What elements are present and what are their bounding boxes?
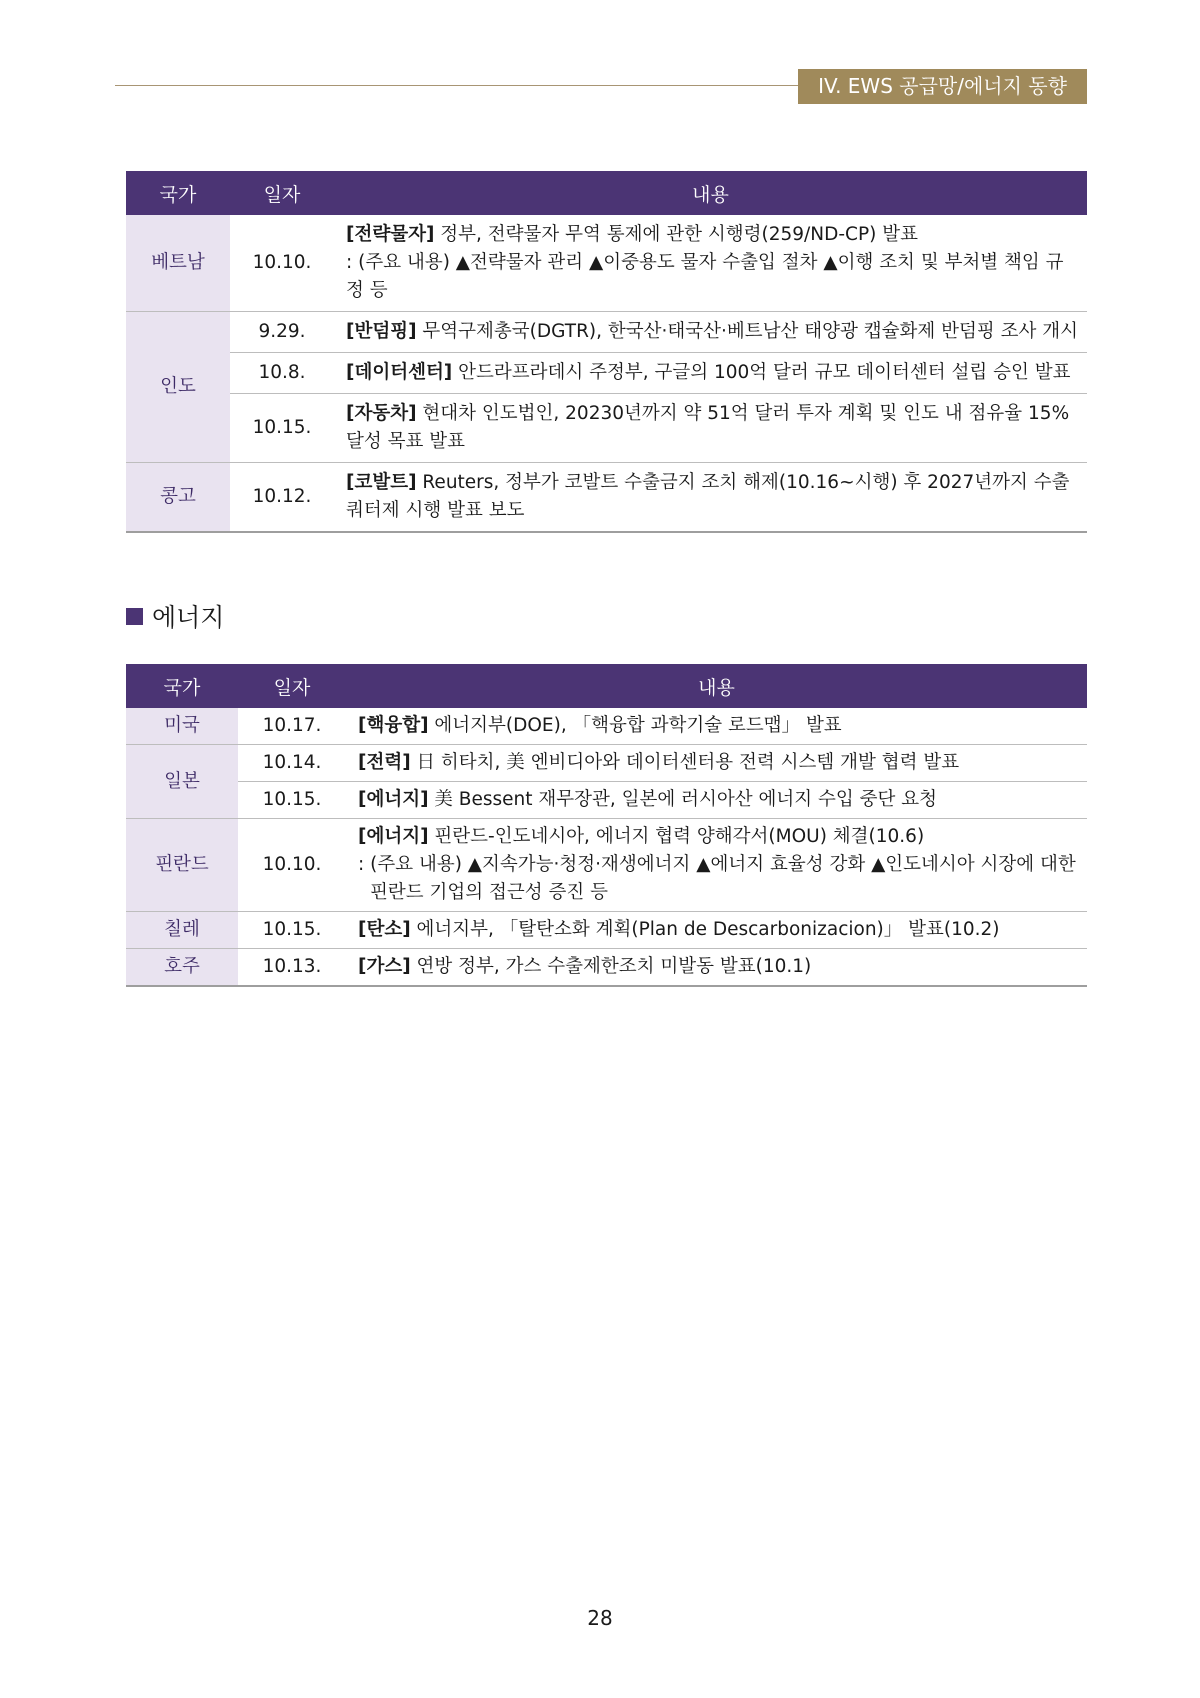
category-tag: [전력] [358,752,411,773]
table-header-row [126,664,1087,708]
date-cell: 10.8. [230,353,334,394]
content-cell [334,215,1087,312]
table-row [126,949,1087,987]
date-cell: 10.15. [238,782,346,819]
country-cell: 일본 [126,745,238,819]
category-tag: [에너지] [358,789,429,810]
content-cell [346,708,1087,745]
content-text: 에너지부, 「탈탄소화 계획(Plan de Descarbonizacion)」 발표(10.2) [410,919,1000,940]
country-cell: 인도 [126,312,230,463]
date-cell: 10.15. [238,912,346,949]
category-tag: [탄소] [358,919,411,940]
country-cell: 베트남 [126,215,230,312]
country-cell: 콩고 [126,463,230,533]
content-text: 에너지부(DOE), 「핵융합 과학기술 로드맵」 발표 [428,715,842,736]
date-cell: 10.14. [238,745,346,782]
page-number: 28 [587,1606,613,1630]
country-cell: 칠레 [126,912,238,949]
country-cell: 핀란드 [126,819,238,912]
date-cell: 10.12. [230,463,334,533]
category-tag: [핵융합] [358,715,429,736]
content-text: 현대차 인도법인, 20230년까지 약 51억 달러 투자 계획 및 인도 내 점유율 15% 달성 목표 발표 [346,403,1070,452]
column-header-content: 내용 [334,171,1087,215]
date-cell: 10.17. [238,708,346,745]
category-tag: [반덤핑] [346,321,417,342]
content-cell [334,463,1087,533]
date-cell: 10.10. [230,215,334,312]
date-cell: 10.13. [238,949,346,987]
table-row [126,394,1087,463]
content-cell [346,819,1087,912]
category-tag: [데이터센터] [346,362,453,383]
content-detail-continued: 핀란드 기업의 접근성 증진 등 [370,882,608,903]
category-tag: [가스] [358,956,411,977]
table-row [126,215,1087,312]
category-tag: [전략물자] [346,224,435,245]
content-cell [346,949,1087,987]
table-header-row [126,171,1087,215]
section-square-icon [126,608,143,625]
content-cell [334,353,1087,394]
table-row [126,819,1087,912]
content-text: 정부, 전략물자 무역 통제에 관한 시행령(259/ND-CP) 발표 [434,224,918,245]
content-cell [346,782,1087,819]
column-header-content: 내용 [346,664,1087,708]
content-text: Reuters, 정부가 코발트 수출금지 조치 해제(10.16~시행) 후 2027년까지 수출 쿼터제 시행 발표 보도 [346,472,1070,521]
table-row [126,782,1087,819]
header-divider-line [115,85,798,86]
section-header-tag: IV. EWS 공급망/에너지 동향 [798,69,1087,104]
content-detail: : (주요 내용) ▲지속가능·청정·재생에너지 ▲에너지 효율성 강화 ▲인도네시아 시장에 대한 [358,854,1076,875]
column-header-date: 일자 [230,171,334,215]
date-cell: 10.15. [230,394,334,463]
content-text: 연방 정부, 가스 수출제한조치 미발동 발표(10.1) [410,956,812,977]
content-cell [346,745,1087,782]
table-row [126,312,1087,353]
date-cell: 10.10. [238,819,346,912]
column-header-country: 국가 [126,171,230,215]
column-header-country: 국가 [126,664,238,708]
energy-table [126,664,1087,987]
column-header-date: 일자 [238,664,346,708]
country-cell: 미국 [126,708,238,745]
content-cell [334,312,1087,353]
content-cell [346,912,1087,949]
table-row [126,353,1087,394]
table-row [126,745,1087,782]
section-title-text: 에너지 [152,603,225,632]
date-cell: 9.29. [230,312,334,353]
category-tag: [에너지] [358,826,429,847]
content-text: 무역구제총국(DGTR), 한국산·태국산·베트남산 태양광 캡슐화제 반덤핑 조사 개시 [416,321,1078,342]
country-cell: 호주 [126,949,238,987]
content-text: 美 Bessent 재무장관, 일본에 러시아산 에너지 수입 중단 요청 [428,789,937,810]
supply-chain-table [126,171,1087,533]
energy-section-title [126,596,224,636]
content-text: 日 히타치, 美 엔비디아와 데이터센터용 전력 시스템 개발 협력 발표 [410,752,960,773]
content-cell [334,394,1087,463]
category-tag: [코발트] [346,472,417,493]
table-row [126,708,1087,745]
table-row [126,463,1087,533]
table-row [126,912,1087,949]
content-text: 안드라프라데시 주정부, 구글의 100억 달러 규모 데이터센터 설립 승인 발표 [452,362,1071,383]
category-tag: [자동차] [346,403,417,424]
content-detail: : (주요 내용) ▲전략물자 관리 ▲이중용도 물자 수출입 절차 ▲이행 조치 및 부처별 책임 규정 등 [346,252,1064,301]
content-text: 핀란드-인도네시아, 에너지 협력 양해각서(MOU) 체결(10.6) [428,826,925,847]
